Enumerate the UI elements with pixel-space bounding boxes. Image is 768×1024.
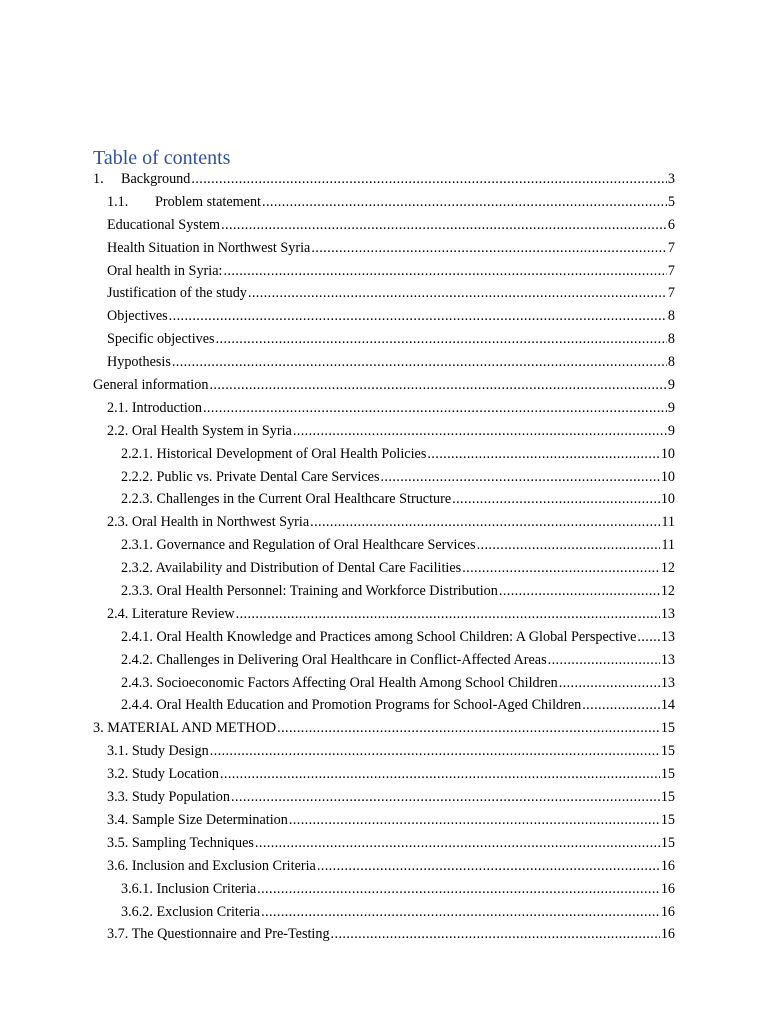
toc-page-number: 15 [660,743,675,760]
toc-page-number: 13 [660,651,675,668]
toc-entry[interactable] [93,466,675,489]
toc-entry-title: 2.2.2. Public vs. Private Dental Care Services [121,468,380,485]
toc-entry-title: 2.3.1. Governance and Regulation of Oral Healthcare Services [121,537,476,554]
toc-dot-leader [169,305,667,328]
toc-dot-leader [452,488,660,511]
toc-dot-leader [499,580,660,603]
toc-dot-leader [172,351,667,374]
toc-entry-title: Hypothesis [107,354,171,371]
toc-entry[interactable] [93,855,675,878]
toc-dot-leader [548,649,660,672]
toc-entry[interactable] [93,214,675,237]
toc-entry[interactable] [93,282,675,305]
toc-page-number: 9 [667,399,675,416]
toc-dot-leader [310,511,660,534]
toc-page-number: 11 [661,537,675,554]
toc-entry-title: General information [93,377,209,394]
toc-entry[interactable] [93,740,675,763]
toc-page-number: 15 [660,834,675,851]
toc-page-number: 15 [660,789,675,806]
toc-entry-title: 3.5. Sampling Techniques [107,834,254,851]
toc-entry-title: Background [121,171,191,187]
toc-entry[interactable] [93,260,675,283]
toc-dot-leader [277,717,660,740]
toc-dot-leader [248,282,667,305]
toc-entry[interactable] [93,351,675,374]
toc-entry[interactable] [93,557,675,580]
toc-page-number: 10 [660,445,675,462]
toc-dot-leader [559,672,660,695]
toc-entry[interactable] [93,603,675,626]
toc-page-number: 15 [660,766,675,783]
toc-page-number: 10 [660,468,675,485]
toc-entry-title: 3.4. Sample Size Determination [107,811,288,828]
toc-dot-leader [331,923,660,946]
toc-entry-title: 2.4.4. Oral Health Education and Promotion Programs for School-Aged Children [121,697,582,714]
toc-entry[interactable] [93,626,675,649]
toc-entry-title: 2.4.3. Socioeconomic Factors Affecting Oral Health Among School Children [121,674,558,691]
toc-entry-title: 2.1. Introduction [107,399,202,416]
toc-entry[interactable] [93,763,675,786]
toc-page-number: 16 [660,903,675,920]
toc-entry[interactable] [93,305,675,328]
toc-title: Table of contents [93,147,231,169]
toc-entry[interactable] [93,328,675,351]
toc-entry-title: Specific objectives [107,331,215,348]
toc-entry-title: 3.6.1. Inclusion Criteria [121,880,257,897]
toc-dot-leader [223,260,666,283]
toc-page-number: 7 [667,285,675,302]
toc-dot-leader [293,420,667,443]
toc-entry-title: Problem statement [155,193,261,210]
toc-entry-number: 1. [93,171,104,187]
toc-page-number: 11 [661,514,675,531]
toc-entry-title: 2.3. Oral Health in Northwest Syria [107,514,310,531]
toc-entry-title: Justification of the study [107,285,247,302]
toc-entry[interactable] [93,580,675,603]
toc-page-number: 15 [660,720,675,737]
toc-page-number: 14 [660,697,675,714]
toc-entry-title: 3.1. Study Design [107,743,209,760]
toc-page-number: 7 [667,262,675,279]
toc-page-number: 5 [667,193,675,210]
toc-entry-title: 2.2.3. Challenges in the Current Oral Healthcare Structure [121,491,452,508]
toc-entry[interactable] [93,191,675,214]
toc-page-number: 9 [667,422,675,439]
toc-page-number: 8 [667,308,675,325]
toc-entry[interactable] [93,832,675,855]
toc-entry[interactable] [93,397,675,420]
toc-entry-number: 1.1. [107,193,129,210]
toc-dot-leader [462,557,660,580]
toc-dot-leader [582,694,660,717]
toc-entry-title: Objectives [107,308,168,325]
toc-dot-leader [289,809,660,832]
toc-entry[interactable] [93,649,675,672]
toc-page-number: 16 [660,880,675,897]
toc-entry[interactable] [93,809,675,832]
toc-page-number: 13 [660,605,675,622]
toc-page-number: 13 [660,674,675,691]
toc-dot-leader [203,397,667,420]
toc-entry[interactable] [93,694,675,717]
toc-entry-title: 3.6.2. Exclusion Criteria [121,903,261,920]
toc-entry-title: Health Situation in Northwest Syria [107,239,311,256]
toc-page-number: 6 [667,216,675,233]
toc-entry[interactable] [93,168,675,191]
toc-entry-title: 3.3. Study Population [107,789,230,806]
toc-entry[interactable] [93,374,675,397]
toc-dot-leader [220,763,660,786]
toc-page-number: 15 [660,811,675,828]
toc-page-number: 10 [660,491,675,508]
toc-entry-title: 3.7. The Questionnaire and Pre-Testing [107,926,330,943]
toc-entry[interactable] [93,786,675,809]
toc-entry-title: 2.2.1. Historical Development of Oral Health Policies [121,445,427,462]
toc-entry[interactable] [93,237,675,260]
toc-entry-title: Oral health in Syria: [107,262,223,279]
toc-dot-leader [427,443,659,466]
toc-dot-leader [311,237,667,260]
toc-page-number: 7 [667,239,675,256]
toc-page-number: 12 [660,560,675,577]
toc-entry[interactable] [93,878,675,901]
toc-page-number: 3 [667,171,675,187]
toc-entry-title: 3.6. Inclusion and Exclusion Criteria [107,857,316,874]
toc-page-number: 16 [660,926,675,943]
toc-dot-leader [477,534,661,557]
toc-dot-leader [216,328,667,351]
toc-dot-leader [262,191,667,214]
toc-entry-title: Educational System [107,216,221,233]
toc-page-number: 8 [667,354,675,371]
toc-entry-title: 2.3.3. Oral Health Personnel: Training and Workforce Distribution [121,583,498,600]
toc-entry[interactable] [93,901,675,924]
toc-dot-leader [380,466,659,489]
toc-dot-leader [257,878,660,901]
toc-entry-title: 3. MATERIAL AND METHOD [93,720,277,737]
toc-dot-leader [261,901,660,924]
toc-page-number: 12 [660,583,675,600]
toc-entry-title: 3.2. Study Location [107,766,219,783]
toc-entry[interactable] [93,923,675,946]
toc-entry-title: 2.2. Oral Health System in Syria [107,422,292,439]
toc-entry-title: 2.4.1. Oral Health Knowledge and Practices among School Children: A Global Perspective [121,628,637,645]
toc-entry[interactable] [93,420,675,443]
toc-page-number: 8 [667,331,675,348]
toc-entry[interactable] [93,488,675,511]
toc-entry[interactable] [93,511,675,534]
toc-page-number: 9 [667,377,675,394]
toc-dot-leader [191,168,667,191]
toc-dot-leader [317,855,660,878]
toc-dot-leader [637,626,659,649]
toc-entry-title: 2.4. Literature Review [107,605,235,622]
toc-entry[interactable] [93,717,675,740]
toc-entry[interactable] [93,672,675,695]
toc-entry[interactable] [93,534,675,557]
toc-dot-leader [209,374,666,397]
toc-entry[interactable] [93,443,675,466]
toc-dot-leader [231,786,660,809]
toc-entry-title: 2.4.2. Challenges in Delivering Oral Healthcare in Conflict-Affected Areas [121,651,547,668]
toc-dot-leader [210,740,660,763]
toc-dot-leader [255,832,660,855]
toc-entry-title: 2.3.2. Availability and Distribution of Dental Care Facilities [121,560,462,577]
toc-dot-leader [221,214,667,237]
toc-page-number: 13 [660,628,675,645]
toc-list [93,168,675,946]
toc-dot-leader [236,603,660,626]
toc-page-number: 16 [660,857,675,874]
